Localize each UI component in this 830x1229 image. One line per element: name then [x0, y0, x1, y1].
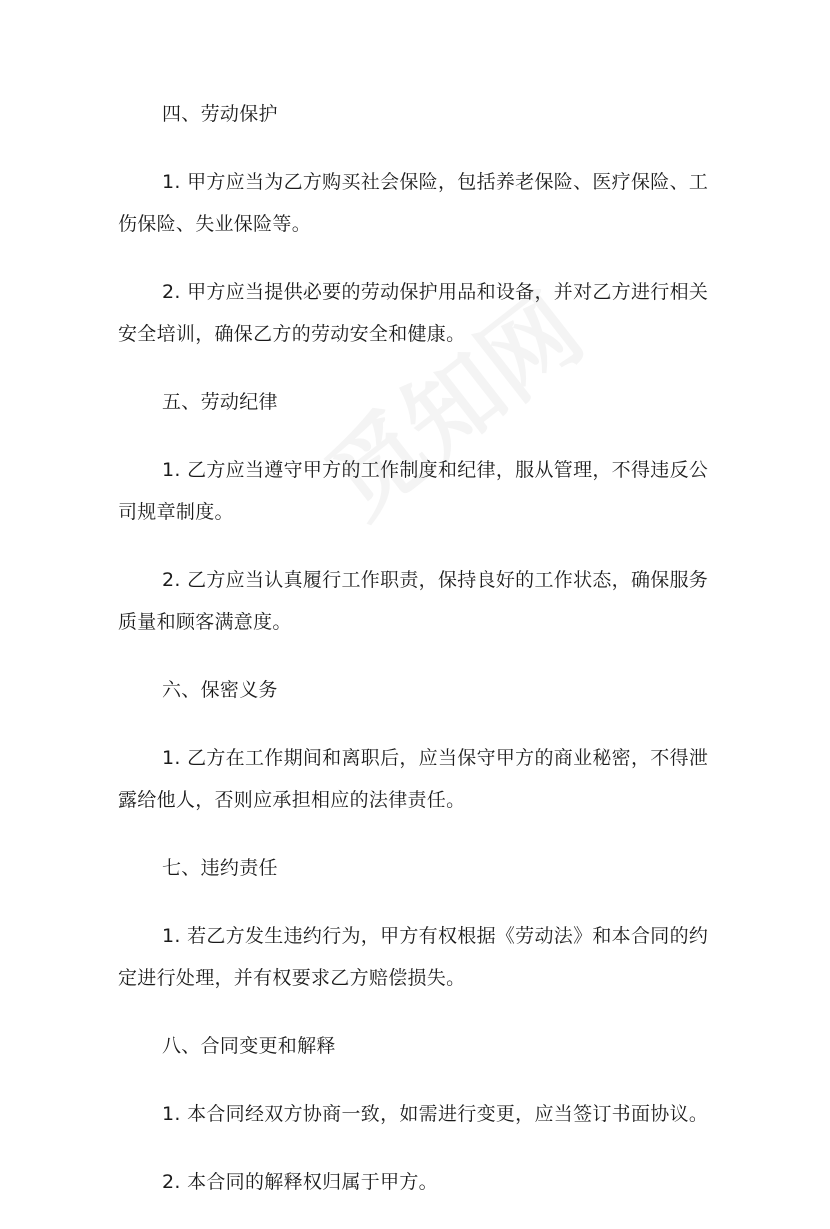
section-heading-amendment-interpretation: 八、合同变更和解释: [162, 1035, 336, 1057]
section-heading-breach-liability: 七、违约责任: [162, 857, 278, 879]
clause-perform-duties: 2. 乙方应当认真履行工作职责，保持良好的工作状态，确保服务质量和顾客满意度。: [118, 569, 709, 633]
clause-amendment: 1. 本合同经双方协商一致，如需进行变更，应当签订书面协议。: [162, 1103, 709, 1125]
clause-breach-compensation: 1. 若乙方发生违约行为，甲方有权根据《劳动法》和本合同的约定进行处理，并有权要求乙方赔偿损失。: [118, 925, 709, 989]
clause-safety-equipment: 2. 甲方应当提供必要的劳动保护用品和设备，并对乙方进行相关安全培训，确保乙方的劳动安全和健康。: [118, 281, 709, 345]
section-heading-confidentiality: 六、保密义务: [162, 679, 278, 701]
section-heading-labor-protection: 四、劳动保护: [162, 103, 278, 125]
clause-comply-rules: 1. 乙方应当遵守甲方的工作制度和纪律，服从管理，不得违反公司规章制度。: [118, 459, 709, 523]
contract-body: [118, 93, 718, 1229]
section-heading-labor-discipline: 五、劳动纪律: [162, 391, 278, 413]
clause-interpretation: 2. 本合同的解释权归属于甲方。: [162, 1171, 438, 1193]
clause-social-insurance: 1. 甲方应当为乙方购买社会保险，包括养老保险、医疗保险、工伤保险、失业保险等。: [118, 171, 709, 235]
clause-trade-secrets: 1. 乙方在工作期间和离职后，应当保守甲方的商业秘密，不得泄露给他人，否则应承担相应的法律责任。: [118, 747, 709, 811]
